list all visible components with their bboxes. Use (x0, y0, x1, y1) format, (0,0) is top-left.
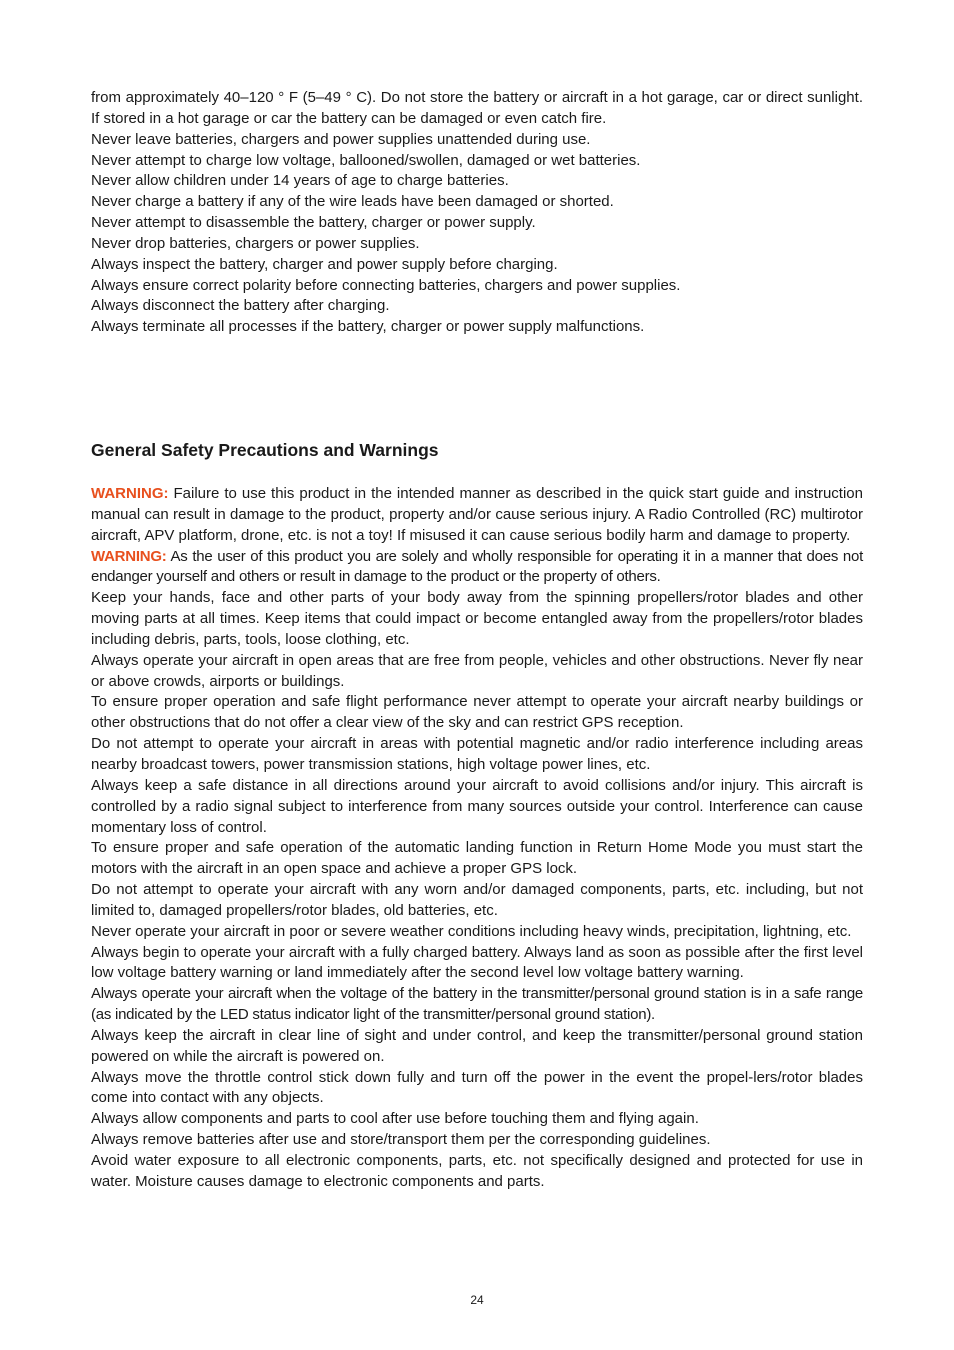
safety-item: Always begin to operate your aircraft with a fully charged battery. Always land as soon as possible after the first level low voltage battery warning or land immediately after the second level low voltage battery warning. (91, 943, 863, 982)
battery-item: from approximately 40–120 ° F (5–49 ° C). Do not store the battery or aircraft in a hot garage, car or direct sunlight. If stored in a hot garage or car the battery can be damaged or even catch fire. (91, 89, 863, 127)
battery-item: Never attempt to charge low voltage, ballooned/swollen, damaged or wet batteries. (91, 151, 641, 169)
safety-item: Always operate your aircraft in open areas that are free from people, vehicles and other obstructions. Never fly near or above crowds, airports or buildings. (91, 651, 863, 690)
safety-item: Do not attempt to operate your aircraft in areas with potential magnetic and/or radio interference including areas nearby broadcast towers, power transmission stations, high voltage power lines, etc. (91, 735, 863, 773)
page-number: 24 (470, 1293, 484, 1307)
battery-item: Always inspect the battery, charger and power supply before charging. (91, 255, 558, 273)
safety-item: Avoid water exposure to all electronic components, parts, etc. not specifically designed and protected for use in water. Moisture causes damage to electronic components and parts. (91, 1152, 863, 1190)
safety-item: Always remove batteries after use and store/transport them per the corresponding guidelines. (91, 1131, 711, 1149)
safety-item: Always operate your aircraft when the voltage of the battery in the transmitter/personal ground station is in a safe range (as indicated by the LED status indicator light of the transmitter/personal ground station). (91, 985, 863, 1024)
safety-item: To ensure proper operation and safe flight performance never attempt to operate your aircraft nearby buildings or other obstructions that do not offer a clear view of the sky and can restrict GPS reception. (91, 693, 863, 732)
battery-item: Always ensure correct polarity before connecting batteries, chargers and power supplies. (91, 276, 681, 294)
safety-item: Keep your hands, face and other parts of your body away from the spinning propellers/rotor blades and other moving parts at all times. Keep items that could impact or become entangled away from the propellers/rotor blades including debris, parts, tools, loose clothing, etc. (91, 589, 863, 648)
safety-item: To ensure proper and safe operation of the automatic landing function in Return Home Mode you must start the motors with the aircraft in an open space and achieve a proper GPS lock. (91, 839, 863, 878)
warning-text: Failure to use this product in the intended manner as described in the quick start guide and instruction manual can result in damage to the product, property and/or cause serious injury. A Radio Controlled (RC) multirotor aircraft, APV platform, drone, etc. is not a toy! If misused it can cause serious bodily harm and damage to property. (91, 485, 863, 544)
safety-item: Always keep the aircraft in clear line of sight and under control, and keep the transmitter/personal ground station powered on while the aircraft is powered on. (91, 1026, 863, 1065)
battery-precautions-list (91, 88, 863, 338)
safety-section-body (91, 484, 863, 1193)
safety-item: Always keep a safe distance in all directions around your aircraft to avoid collisions and/or injury. This aircraft is controlled by a radio signal subject to interference from many sources outside your control. Interference can cause momentary loss of control. (91, 776, 863, 836)
battery-item: Always terminate all processes if the battery, charger or power supply malfunctions. (91, 318, 645, 336)
warning-paragraph (91, 547, 863, 589)
battery-item: Never allow children under 14 years of age to charge batteries. (91, 172, 509, 190)
safety-item: Do not attempt to operate your aircraft with any worn and/or damaged components, parts, etc. including, but not limited to, damaged propellers/rotor blades, old batteries, etc. (91, 881, 863, 919)
battery-item: Always disconnect the battery after charging. (91, 297, 390, 315)
warning-label: WARNING: (91, 547, 167, 565)
battery-item: Never charge a battery if any of the wire leads have been damaged or shorted. (91, 193, 614, 211)
warning-label: WARNING: (91, 485, 169, 502)
safety-item: Never operate your aircraft in poor or severe weather conditions including heavy winds, precipitation, lightning, etc. (91, 922, 852, 940)
safety-item: Always allow components and parts to cool after use before touching them and flying again. (91, 1110, 699, 1128)
safety-item: Always move the throttle control stick down fully and turn off the power in the event the propel-lers/rotor blades come into contact with any objects. (91, 1068, 863, 1107)
section-title: General Safety Precautions and Warnings (91, 440, 439, 460)
battery-item: Never attempt to disassemble the battery, charger or power supply. (91, 214, 536, 232)
battery-item: Never leave batteries, chargers and power supplies unattended during use. (91, 130, 591, 148)
battery-item: Never drop batteries, chargers or power supplies. (91, 234, 420, 252)
warning-paragraph (91, 484, 863, 547)
warning-text: As the user of this product you are solely and wholly responsible for operating it in a manner that does not endanger yourself and others or result in damage to the product or the property of others. (91, 547, 863, 586)
